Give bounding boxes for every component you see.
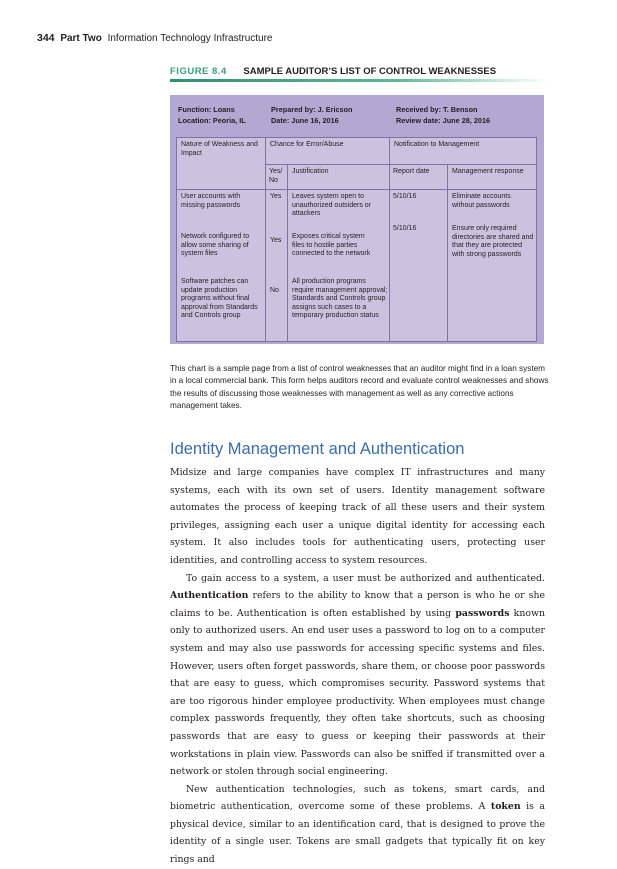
header-chance: Chance for Error/Abuse [270, 141, 344, 148]
form-location: Location: Peoria, IL [178, 116, 246, 125]
column-divider [287, 164, 288, 341]
paragraph: Midsize and large companies have complex IT infrastructures and many systems, each with its own set of users. Identity management software automates the process of keeping track of all these users and their system privileges, assigning each user a unique digital identity for accessing each system. It also includes tools for authenticating users, protecting user identities, and controlling access to system resources. [170, 467, 545, 566]
row3-justification: All production programs require management approval; Standards and Controls group assigns such cases to a temporary production status [292, 278, 388, 320]
row1-yes-no: Yes [270, 193, 282, 200]
header-nature: Nature of Weakness and Impact [181, 141, 258, 157]
figure-title-bar [170, 66, 496, 77]
text-run: New authentication technologies, such as tokens, smart cards, and biometric authentication, overcome some of these problems. A [170, 783, 545, 813]
row3-weakness: Software patches can update production programs without final approval from Standards and Controls group [181, 278, 258, 320]
auditor-form-panel [170, 95, 544, 344]
figure-label: FIGURE 8.4 [170, 66, 227, 77]
text-run: is a physical device, similar to an identification card, that is designed to prove the identity of a single user. Tokens are small gadgets that typically fit on key rings and [170, 801, 545, 866]
form-received-by: Received by: T. Benson [396, 105, 478, 114]
text-run: known only to authorized users. An end user uses a password to log on to a computer system and may also use passwords for accessing specific systems and files. However, users often forget passwords, share them, or choose poor passwords that are easy to guess, which compromises security. Password systems that are too rigorous hinder employee productivity. When employees must change complex passwords frequently, they often take shortcuts, such as choosing passwords that are easy to guess or keeping their passwords at their workstations in plain view. Passwords can also be sniffed if transmitted over a network or stolen through social engineering. [170, 607, 545, 778]
text-run: To gain access to a system, a user must be authorized and authenticated. [186, 572, 545, 584]
header-management-response: Management response [452, 168, 524, 175]
row2-report-date: 5/10/16 [393, 225, 417, 232]
column-divider [447, 164, 448, 341]
figure-rule [170, 79, 548, 82]
row1-report-date: 5/10/16 [393, 193, 417, 200]
auditor-form [176, 99, 537, 320]
figure-title: SAMPLE AUDITOR’S LIST OF CONTROL WEAKNESSES [243, 66, 497, 77]
form-header [176, 99, 537, 137]
row2-response: Ensure only required directories are shared and that they are protected with strong passwords [452, 225, 534, 258]
form-date: Date: June 16, 2016 [271, 116, 339, 125]
figure-caption: This chart is a sample page from a list of control weaknesses that an auditor might find in a loan system in a local commercial bank. This form helps auditors record and evaluate control weaknesses and shows the results of discussing those weaknesses with management as well as any corrective actions management takes. [170, 364, 549, 410]
column-divider [389, 138, 390, 341]
key-term: Authentication [170, 590, 249, 602]
row1-response: Eliminate accounts without passwords [452, 193, 511, 209]
header-yes-no: Yes/ No [269, 168, 283, 184]
page-number: 344 [37, 32, 55, 44]
section-heading: Identity Management and Authentication [170, 440, 465, 458]
section-label: Information Technology Infrastructure [107, 33, 273, 44]
running-head [37, 32, 272, 44]
paragraph [170, 570, 545, 781]
paragraph [170, 781, 545, 869]
row-divider [265, 164, 536, 165]
row1-weakness: User accounts with missing passwords [181, 193, 241, 209]
header-report-date: Report date [393, 168, 430, 175]
key-term: token [490, 801, 521, 813]
text-run: refers to the ability to know that a person is who he or she claims to be. Authentication is often established by using [170, 590, 545, 619]
header-justification: Justification [292, 168, 329, 175]
header-notification: Notification to Management [394, 141, 480, 148]
key-term: passwords [455, 607, 510, 619]
form-prepared-by: Prepared by: J. Ericson [271, 105, 353, 114]
form-function: Function: Loans [178, 105, 235, 114]
column-divider [265, 138, 266, 341]
part-label: Part Two [60, 33, 102, 44]
body-text [170, 464, 545, 869]
row2-weakness: Network configured to allow some sharing of system files [181, 233, 250, 258]
weakness-table [176, 137, 537, 342]
row2-yes-no: Yes [270, 237, 282, 244]
form-review-date: Review date: June 28, 2016 [396, 116, 491, 125]
row3-yes-no: No [270, 287, 279, 294]
row1-justification: Leaves system open to unauthorized outsiders or attackers [292, 193, 371, 218]
row2-justification: Exposes critical system files to hostile parties connected to the network [292, 233, 371, 258]
row-divider [177, 189, 536, 190]
